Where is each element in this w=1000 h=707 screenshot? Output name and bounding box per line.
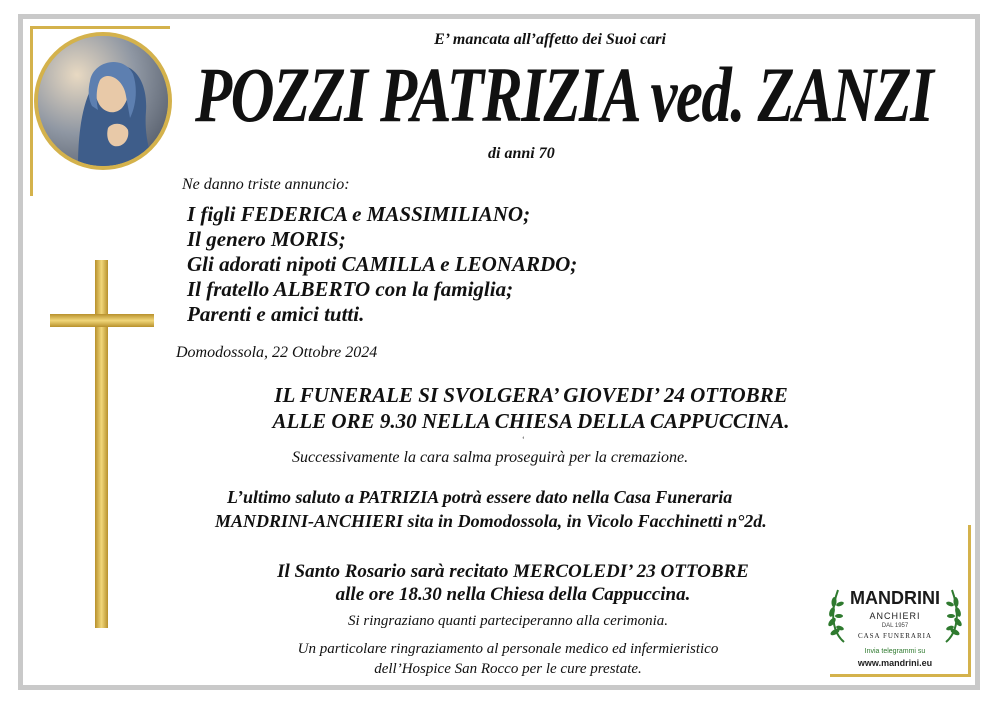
family-line: Gli adorati nipoti CAMILLA e LEONARDO; (187, 252, 578, 276)
place-date: Domodossola, 22 Ottobre 2024 (176, 344, 378, 361)
family-line: I figli FEDERICA e MASSIMILIANO; (187, 202, 531, 226)
gold-corner-top-left-horizontal (30, 26, 170, 29)
logo-brand: MANDRINI (850, 588, 940, 608)
thanks-line: Si ringraziano quanti parteciperanno alla cerimonia. (348, 613, 668, 629)
logo-casa-funeraria: CASA FUNERARIA (857, 632, 933, 640)
salute-line: L’ultimo saluto a PATRIZIA potrà essere dato nella Casa Funeraria (227, 487, 733, 507)
special-thanks-line: Un particolare ringraziamento al personale medico ed infermieristico (297, 641, 719, 657)
logo-since: DAL 1957 (881, 623, 909, 629)
funeral-line: ALLE ORE 9.30 NELLA CHIESA DELLA CAPPUCCINA. (272, 409, 790, 433)
gold-cross-arm (50, 314, 154, 327)
cremation-line: Successivamente la cara salma proseguirà per la cremazione. (292, 449, 689, 466)
funeral-home-logo (824, 578, 966, 674)
family-line: Il genero MORIS; (187, 227, 346, 251)
rosary-line: Il Santo Rosario sarà recitato MERCOLEDI’ 23 OTTOBRE (277, 561, 749, 582)
madonna-portrait-icon (34, 32, 172, 170)
logo-subtitle: ANCHIERI (869, 611, 921, 621)
logo-telegram-text: Invia telegrammi su (864, 648, 926, 655)
gold-corner-top-left-vertical (30, 26, 33, 196)
funeral-line: IL FUNERALE SI SVOLGERA’ GIOVEDI’ 24 OTTOBRE (274, 383, 788, 407)
deceased-age: di anni 70 (488, 145, 555, 162)
family-list (187, 202, 577, 327)
logo-url[interactable]: www.mandrini.eu (857, 658, 933, 668)
family-line: Parenti e amici tutti. (187, 302, 365, 326)
announce-line: Ne danno triste annuncio: (182, 176, 350, 193)
rosary-line: alle ore 18.30 nella Chiesa della Cappuccina. (335, 584, 691, 605)
salute-line: MANDRINI-ANCHIERI sita in Domodossola, in Vicolo Facchinetti n°2d. (215, 511, 767, 531)
deceased-name: POZZI PATRIZIA ved. ZANZI (195, 51, 933, 138)
special-thanks-line: dell’Hospice San Rocco per le cure prestate. (374, 661, 642, 677)
intro-line: E’ mancata all’affetto dei Suoi cari (434, 31, 666, 48)
funeral-info (0, 382, 1000, 434)
family-line: Il fratello ALBERTO con la famiglia; (187, 277, 514, 301)
small-mark: ‘ (522, 435, 525, 444)
